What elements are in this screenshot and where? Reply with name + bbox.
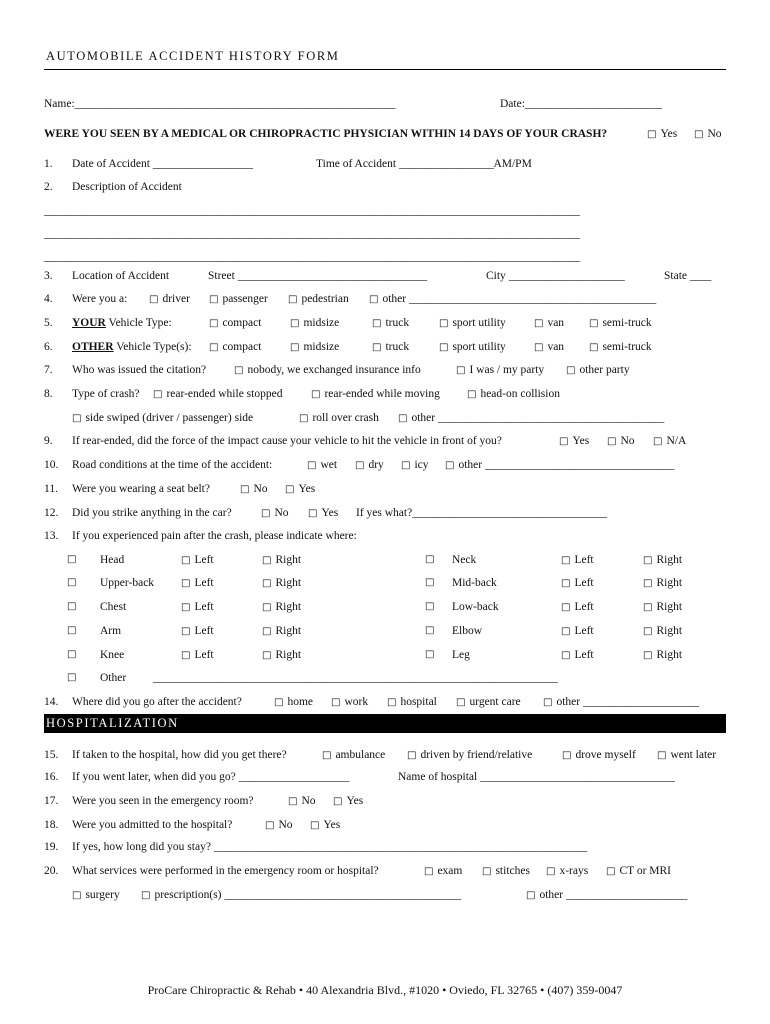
- elbow-checkbox[interactable]: □: [425, 625, 435, 636]
- elbow-right-checkbox[interactable]: □ Right: [643, 625, 682, 637]
- exam-checkbox[interactable]: □ exam: [424, 865, 462, 877]
- after-urgent-care-checkbox[interactable]: □ urgent care: [456, 696, 521, 708]
- admitted-yes-checkbox[interactable]: □ Yes: [310, 819, 340, 831]
- leg-right-checkbox[interactable]: □ Right: [643, 649, 682, 661]
- low-back-left-checkbox[interactable]: □ Left: [561, 601, 594, 613]
- accident-time-field[interactable]: Time of Accident __________________AM/PM: [316, 158, 532, 170]
- pain-other-field[interactable]: _____________________________________________________________________________: [153, 672, 558, 684]
- after-home-checkbox[interactable]: □ home: [274, 696, 313, 708]
- hospital-name-field[interactable]: Name of hospital _____________________________________: [398, 771, 675, 783]
- pain-mid-back-label: Mid-back: [452, 577, 497, 589]
- other-vehicle-label: OTHER Vehicle Type(s):: [72, 341, 192, 353]
- q4-number: 4.: [44, 293, 53, 305]
- footer-address: ProCare Chiropractic & Rehab • 40 Alexandria Blvd., #1020 • Oviedo, FL 32765 • (407) 359-0047: [147, 983, 623, 997]
- road-dry-checkbox[interactable]: □ dry: [355, 459, 384, 471]
- mid-back-checkbox[interactable]: □: [425, 577, 435, 588]
- driven-by-friend-checkbox[interactable]: □ driven by friend/relative: [407, 749, 532, 761]
- low-back-right-checkbox[interactable]: □ Right: [643, 601, 682, 613]
- other-midsize-checkbox[interactable]: □ midsize: [290, 341, 339, 353]
- road-other-checkbox[interactable]: □ other ____________________________________: [445, 459, 674, 471]
- stitches-checkbox[interactable]: □ stitches: [482, 865, 530, 877]
- other-compact-checkbox[interactable]: □ compact: [209, 341, 261, 353]
- pain-arm-label: Arm: [100, 625, 122, 637]
- crash-roll-over-checkbox[interactable]: □ roll over crash: [299, 412, 379, 424]
- strike-what-field[interactable]: If yes what?_____________________________________: [356, 507, 607, 519]
- strike-no-checkbox[interactable]: □ No: [261, 507, 289, 519]
- low-back-checkbox[interactable]: □: [425, 601, 435, 612]
- chest-right-checkbox[interactable]: □ Right: [262, 601, 301, 613]
- seen-yes-checkbox[interactable]: □ Yes: [647, 128, 677, 140]
- ambulance-checkbox[interactable]: □ ambulance: [322, 749, 385, 761]
- rear-ended-yes-checkbox[interactable]: □ Yes: [559, 435, 589, 447]
- arm-right-checkbox[interactable]: □ Right: [262, 625, 301, 637]
- pain-head-label: Head: [100, 554, 125, 566]
- description-line-3[interactable]: ______________________________________________________________________________________________________: [44, 251, 580, 263]
- q13-number: 13.: [44, 530, 59, 542]
- pain-elbow-label: Elbow: [452, 625, 483, 637]
- role-driver-checkbox[interactable]: □ driver: [149, 293, 190, 305]
- surgery-checkbox[interactable]: □ surgery: [72, 889, 120, 901]
- head-right-checkbox[interactable]: □ Right: [262, 554, 301, 566]
- q6-number: 6.: [44, 341, 53, 353]
- other-van-checkbox[interactable]: □ van: [534, 341, 564, 353]
- q16-number: 16.: [44, 771, 59, 783]
- ct-mri-checkbox[interactable]: □ CT or MRI: [606, 865, 671, 877]
- pain-neck-label: Neck: [452, 554, 477, 566]
- crash-side-swiped-checkbox[interactable]: □ side swiped (driver / passenger) side: [72, 412, 253, 424]
- q3-number: 3.: [44, 270, 53, 282]
- other-pain-checkbox[interactable]: □: [67, 672, 77, 683]
- q14-number: 14.: [44, 696, 59, 708]
- role-pedestrian-checkbox[interactable]: □ pedestrian: [288, 293, 349, 305]
- description-line-2[interactable]: ______________________________________________________________________________________________________: [44, 228, 580, 240]
- services-label: What services were performed in the emergency room or hospital?: [72, 865, 379, 877]
- head-checkbox[interactable]: □: [67, 554, 77, 565]
- other-truck-checkbox[interactable]: □ truck: [372, 341, 409, 353]
- rear-ended-label: If rear-ended, did the force of the impact cause your vehicle to hit the vehicle in front of you?: [72, 435, 502, 447]
- q8-number: 8.: [44, 388, 53, 400]
- knee-left-checkbox[interactable]: □ Left: [181, 649, 214, 661]
- arm-left-checkbox[interactable]: □ Left: [181, 625, 214, 637]
- q7-number: 7.: [44, 364, 53, 376]
- neck-checkbox[interactable]: □: [425, 554, 435, 565]
- your-van-checkbox[interactable]: □ van: [534, 317, 564, 329]
- your-sport-utility-checkbox[interactable]: □ sport utility: [439, 317, 506, 329]
- crash-other-checkbox[interactable]: □ other ___________________________________________: [398, 412, 664, 424]
- seat-belt-yes-checkbox[interactable]: □ Yes: [285, 483, 315, 495]
- chest-checkbox[interactable]: □: [67, 601, 77, 612]
- q17-number: 17.: [44, 795, 59, 807]
- emergency-room-label: Were you seen in the emergency room?: [72, 795, 254, 807]
- elbow-left-checkbox[interactable]: □ Left: [561, 625, 594, 637]
- strike-yes-checkbox[interactable]: □ Yes: [308, 507, 338, 519]
- other-sport-utility-checkbox[interactable]: □ sport utility: [439, 341, 506, 353]
- pain-knee-label: Knee: [100, 649, 125, 661]
- seat-belt-label: Were you wearing a seat belt?: [72, 483, 210, 495]
- q20-number: 20.: [44, 865, 59, 877]
- your-vehicle-label: YOUR Vehicle Type:: [72, 317, 172, 329]
- rear-ended-na-checkbox[interactable]: □ N/A: [653, 435, 686, 447]
- pain-chest-label: Chest: [100, 601, 127, 613]
- pain-label: If you experienced pain after the crash, please indicate where:: [72, 530, 357, 542]
- q12-number: 12.: [44, 507, 59, 519]
- your-truck-checkbox[interactable]: □ truck: [372, 317, 409, 329]
- q15-number: 15.: [44, 749, 59, 761]
- q9-number: 9.: [44, 435, 53, 447]
- citation-other-party-checkbox[interactable]: □ other party: [566, 364, 630, 376]
- title-rule: [44, 69, 726, 70]
- your-midsize-checkbox[interactable]: □ midsize: [290, 317, 339, 329]
- seen-question: WERE YOU SEEN BY A MEDICAL OR CHIROPRACTIC PHYSICIAN WITHIN 14 DAYS OF YOUR CRASH?: [44, 128, 608, 140]
- neck-right-checkbox[interactable]: □ Right: [643, 554, 682, 566]
- your-compact-checkbox[interactable]: □ compact: [209, 317, 261, 329]
- mid-back-left-checkbox[interactable]: □ Left: [561, 577, 594, 589]
- x-rays-checkbox[interactable]: □ x-rays: [546, 865, 588, 877]
- q10-number: 10.: [44, 459, 59, 471]
- admitted-label: Were you admitted to the hospital?: [72, 819, 233, 831]
- after-other-checkbox[interactable]: □ other ______________________: [543, 696, 698, 708]
- rear-ended-no-checkbox[interactable]: □ No: [607, 435, 635, 447]
- crash-head-on-checkbox[interactable]: □ head-on collision: [467, 388, 560, 400]
- street-field[interactable]: Street ____________________________________: [208, 270, 427, 282]
- er-no-checkbox[interactable]: □ No: [288, 795, 316, 807]
- stay-length-field[interactable]: If yes, how long did you stay? _______________________________________________________________________: [72, 841, 587, 853]
- hospitalization-header: HOSPITALIZATION: [44, 714, 726, 733]
- description-label: Description of Accident: [72, 181, 182, 193]
- q2-number: 2.: [44, 181, 53, 193]
- your-semi-truck-checkbox[interactable]: □ semi-truck: [589, 317, 652, 329]
- citation-nobody-checkbox[interactable]: □ nobody, we exchanged insurance info: [234, 364, 421, 376]
- drove-myself-checkbox[interactable]: □ drove myself: [562, 749, 636, 761]
- road-wet-checkbox[interactable]: □ wet: [307, 459, 337, 471]
- upper-back-checkbox[interactable]: □: [67, 577, 77, 588]
- seen-no-checkbox[interactable]: □ No: [694, 128, 722, 140]
- crash-rear-stopped-checkbox[interactable]: □ rear-ended while stopped: [153, 388, 282, 400]
- knee-right-checkbox[interactable]: □ Right: [262, 649, 301, 661]
- pain-leg-label: Leg: [452, 649, 470, 661]
- road-icy-checkbox[interactable]: □ icy: [401, 459, 429, 471]
- after-accident-label: Where did you go after the accident?: [72, 696, 242, 708]
- pain-low-back-label: Low-back: [452, 601, 499, 613]
- chest-left-checkbox[interactable]: □ Left: [181, 601, 214, 613]
- name-field[interactable]: Name:_____________________________________________________________: [44, 98, 395, 110]
- crash-rear-moving-checkbox[interactable]: □ rear-ended while moving: [311, 388, 440, 400]
- seat-belt-no-checkbox[interactable]: □ No: [240, 483, 268, 495]
- after-work-checkbox[interactable]: □ work: [331, 696, 368, 708]
- pain-other-label: Other: [100, 672, 127, 684]
- knee-checkbox[interactable]: □: [67, 649, 77, 660]
- role-passenger-checkbox[interactable]: □ passenger: [209, 293, 268, 305]
- role-label: Were you a:: [72, 293, 128, 305]
- when-go-field[interactable]: If you went later, when did you go? _____________________: [72, 771, 349, 783]
- upper-back-right-checkbox[interactable]: □ Right: [262, 577, 301, 589]
- q19-number: 19.: [44, 841, 59, 853]
- q11-number: 11.: [44, 483, 58, 495]
- leg-left-checkbox[interactable]: □ Left: [561, 649, 594, 661]
- head-left-checkbox[interactable]: □ Left: [181, 554, 214, 566]
- leg-checkbox[interactable]: □: [425, 649, 435, 660]
- pain-upper-back-label: Upper-back: [100, 577, 155, 589]
- crash-type-label: Type of crash?: [72, 388, 140, 400]
- how-get-there-label: If taken to the hospital, how did you get there?: [72, 749, 287, 761]
- strike-label: Did you strike anything in the car?: [72, 507, 232, 519]
- location-label: Location of Accident: [72, 270, 170, 282]
- after-hospital-checkbox[interactable]: □ hospital: [387, 696, 437, 708]
- went-later-checkbox[interactable]: □ went later: [657, 749, 716, 761]
- services-other-checkbox[interactable]: □ other _______________________: [526, 889, 687, 901]
- q1-number: 1.: [44, 158, 53, 170]
- state-field[interactable]: State ____: [664, 270, 711, 282]
- city-field[interactable]: City ______________________: [486, 270, 625, 282]
- prescriptions-checkbox[interactable]: □ prescription(s) _____________________________________________: [141, 889, 461, 901]
- neck-left-checkbox[interactable]: □ Left: [561, 554, 594, 566]
- citation-label: Who was issued the citation?: [72, 364, 207, 376]
- q5-number: 5.: [44, 317, 53, 329]
- q18-number: 18.: [44, 819, 59, 831]
- date-field[interactable]: Date:__________________________: [500, 98, 662, 110]
- er-yes-checkbox[interactable]: □ Yes: [333, 795, 363, 807]
- other-semi-truck-checkbox[interactable]: □ semi-truck: [589, 341, 652, 353]
- upper-back-left-checkbox[interactable]: □ Left: [181, 577, 214, 589]
- road-conditions-label: Road conditions at the time of the accident:: [72, 459, 273, 471]
- mid-back-right-checkbox[interactable]: □ Right: [643, 577, 682, 589]
- admitted-no-checkbox[interactable]: □ No: [265, 819, 293, 831]
- form-title: AUTOMOBILE ACCIDENT HISTORY FORM: [46, 49, 340, 63]
- arm-checkbox[interactable]: □: [67, 625, 77, 636]
- accident-date-field[interactable]: Date of Accident ___________________: [72, 158, 253, 170]
- role-other-checkbox[interactable]: □ other _______________________________________________: [369, 293, 656, 305]
- description-line-1[interactable]: ______________________________________________________________________________________________________: [44, 205, 580, 217]
- citation-my-party-checkbox[interactable]: □ I was / my party: [456, 364, 544, 376]
